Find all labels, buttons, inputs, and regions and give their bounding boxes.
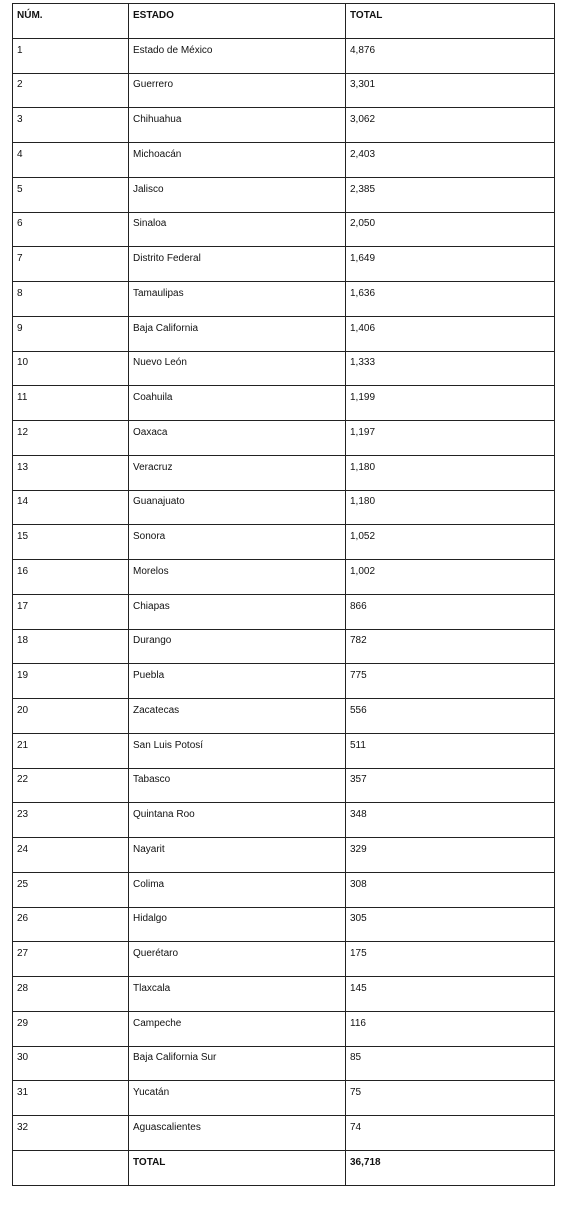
row-total-cell: 1,406 <box>346 316 555 351</box>
table-row <box>13 699 555 734</box>
row-estado-cell: Sonora <box>129 525 346 560</box>
row-num-cell: 16 <box>13 560 129 595</box>
row-total-cell: 357 <box>346 768 555 803</box>
row-num-cell: 20 <box>13 699 129 734</box>
row-estado-cell: Quintana Roo <box>129 803 346 838</box>
row-estado-cell: Michoacán <box>129 143 346 178</box>
row-total-cell: 4,876 <box>346 38 555 73</box>
row-num-cell: 4 <box>13 143 129 178</box>
table-row <box>13 421 555 456</box>
row-num-cell: 23 <box>13 803 129 838</box>
row-estado-cell: Chihuahua <box>129 108 346 143</box>
row-total-cell: 556 <box>346 699 555 734</box>
row-num-cell: 17 <box>13 594 129 629</box>
row-total-cell: 866 <box>346 594 555 629</box>
row-estado-cell: Tlaxcala <box>129 977 346 1012</box>
table-row <box>13 838 555 873</box>
table-row <box>13 525 555 560</box>
table-row <box>13 316 555 351</box>
row-estado-cell: Colima <box>129 872 346 907</box>
table-row <box>13 1116 555 1151</box>
table-row <box>13 803 555 838</box>
row-estado-cell: Coahuila <box>129 386 346 421</box>
row-estado-cell: Jalisco <box>129 177 346 212</box>
row-total-cell: 145 <box>346 977 555 1012</box>
table-row <box>13 1081 555 1116</box>
row-estado-cell: Aguascalientes <box>129 1116 346 1151</box>
row-num-cell: 2 <box>13 73 129 108</box>
row-total-cell: 74 <box>346 1116 555 1151</box>
row-estado-cell: Estado de México <box>129 38 346 73</box>
row-estado-cell: Tabasco <box>129 768 346 803</box>
row-total-cell: 305 <box>346 907 555 942</box>
row-num-cell: 31 <box>13 1081 129 1116</box>
row-estado-cell: Yucatán <box>129 1081 346 1116</box>
row-total-cell: 775 <box>346 664 555 699</box>
table-row <box>13 733 555 768</box>
row-total-cell: 1,649 <box>346 247 555 282</box>
table-row <box>13 1046 555 1081</box>
table-row <box>13 386 555 421</box>
row-num-cell: 19 <box>13 664 129 699</box>
total-value-cell: 36,718 <box>346 1150 555 1185</box>
header-num: NÚM. <box>13 4 129 39</box>
row-total-cell: 348 <box>346 803 555 838</box>
row-estado-cell: Guerrero <box>129 73 346 108</box>
table-row <box>13 942 555 977</box>
row-total-cell: 308 <box>346 872 555 907</box>
table-row <box>13 38 555 73</box>
row-num-cell: 12 <box>13 421 129 456</box>
table-row <box>13 455 555 490</box>
table-row <box>13 282 555 317</box>
states-total-table <box>12 3 555 1186</box>
row-estado-cell: Tamaulipas <box>129 282 346 317</box>
row-total-cell: 116 <box>346 1011 555 1046</box>
row-total-cell: 1,333 <box>346 351 555 386</box>
row-estado-cell: Sinaloa <box>129 212 346 247</box>
table-row <box>13 907 555 942</box>
total-num-cell <box>13 1150 129 1185</box>
table-row <box>13 977 555 1012</box>
row-num-cell: 1 <box>13 38 129 73</box>
row-total-cell: 1,199 <box>346 386 555 421</box>
table-row <box>13 872 555 907</box>
row-num-cell: 29 <box>13 1011 129 1046</box>
table-row <box>13 143 555 178</box>
header-estado: ESTADO <box>129 4 346 39</box>
row-estado-cell: Hidalgo <box>129 907 346 942</box>
row-total-cell: 1,180 <box>346 455 555 490</box>
row-total-cell: 1,197 <box>346 421 555 456</box>
row-estado-cell: Querétaro <box>129 942 346 977</box>
row-estado-cell: Durango <box>129 629 346 664</box>
table-row <box>13 768 555 803</box>
table-row <box>13 490 555 525</box>
row-estado-cell: Distrito Federal <box>129 247 346 282</box>
row-num-cell: 24 <box>13 838 129 873</box>
total-label-cell: TOTAL <box>129 1150 346 1185</box>
row-num-cell: 27 <box>13 942 129 977</box>
table-row <box>13 177 555 212</box>
total-row <box>13 1150 555 1185</box>
row-num-cell: 15 <box>13 525 129 560</box>
table-row <box>13 1011 555 1046</box>
row-num-cell: 18 <box>13 629 129 664</box>
table-row <box>13 664 555 699</box>
row-num-cell: 25 <box>13 872 129 907</box>
row-total-cell: 782 <box>346 629 555 664</box>
row-estado-cell: Zacatecas <box>129 699 346 734</box>
row-total-cell: 2,050 <box>346 212 555 247</box>
table-body <box>13 4 555 1186</box>
row-estado-cell: Nuevo León <box>129 351 346 386</box>
row-estado-cell: Guanajuato <box>129 490 346 525</box>
row-num-cell: 13 <box>13 455 129 490</box>
table-row <box>13 560 555 595</box>
row-estado-cell: Veracruz <box>129 455 346 490</box>
row-num-cell: 22 <box>13 768 129 803</box>
row-estado-cell: Morelos <box>129 560 346 595</box>
row-total-cell: 75 <box>346 1081 555 1116</box>
table-row <box>13 212 555 247</box>
row-num-cell: 9 <box>13 316 129 351</box>
row-estado-cell: Baja California Sur <box>129 1046 346 1081</box>
row-total-cell: 2,403 <box>346 143 555 178</box>
row-num-cell: 28 <box>13 977 129 1012</box>
row-estado-cell: Campeche <box>129 1011 346 1046</box>
table-row <box>13 594 555 629</box>
row-num-cell: 3 <box>13 108 129 143</box>
row-estado-cell: Puebla <box>129 664 346 699</box>
table-row <box>13 73 555 108</box>
row-num-cell: 21 <box>13 733 129 768</box>
table-row <box>13 629 555 664</box>
row-num-cell: 6 <box>13 212 129 247</box>
row-num-cell: 14 <box>13 490 129 525</box>
row-total-cell: 1,052 <box>346 525 555 560</box>
row-num-cell: 10 <box>13 351 129 386</box>
row-estado-cell: San Luis Potosí <box>129 733 346 768</box>
row-num-cell: 8 <box>13 282 129 317</box>
row-total-cell: 329 <box>346 838 555 873</box>
row-num-cell: 32 <box>13 1116 129 1151</box>
header-total: TOTAL <box>346 4 555 39</box>
table-header-row <box>13 4 555 39</box>
row-total-cell: 3,301 <box>346 73 555 108</box>
row-total-cell: 85 <box>346 1046 555 1081</box>
table-row <box>13 247 555 282</box>
row-total-cell: 1,636 <box>346 282 555 317</box>
row-total-cell: 3,062 <box>346 108 555 143</box>
row-num-cell: 7 <box>13 247 129 282</box>
row-estado-cell: Baja California <box>129 316 346 351</box>
table-row <box>13 351 555 386</box>
row-num-cell: 30 <box>13 1046 129 1081</box>
row-total-cell: 175 <box>346 942 555 977</box>
row-estado-cell: Chiapas <box>129 594 346 629</box>
row-num-cell: 11 <box>13 386 129 421</box>
row-num-cell: 5 <box>13 177 129 212</box>
row-estado-cell: Oaxaca <box>129 421 346 456</box>
row-total-cell: 511 <box>346 733 555 768</box>
row-total-cell: 1,180 <box>346 490 555 525</box>
row-total-cell: 2,385 <box>346 177 555 212</box>
table-row <box>13 108 555 143</box>
row-num-cell: 26 <box>13 907 129 942</box>
row-total-cell: 1,002 <box>346 560 555 595</box>
row-estado-cell: Nayarit <box>129 838 346 873</box>
